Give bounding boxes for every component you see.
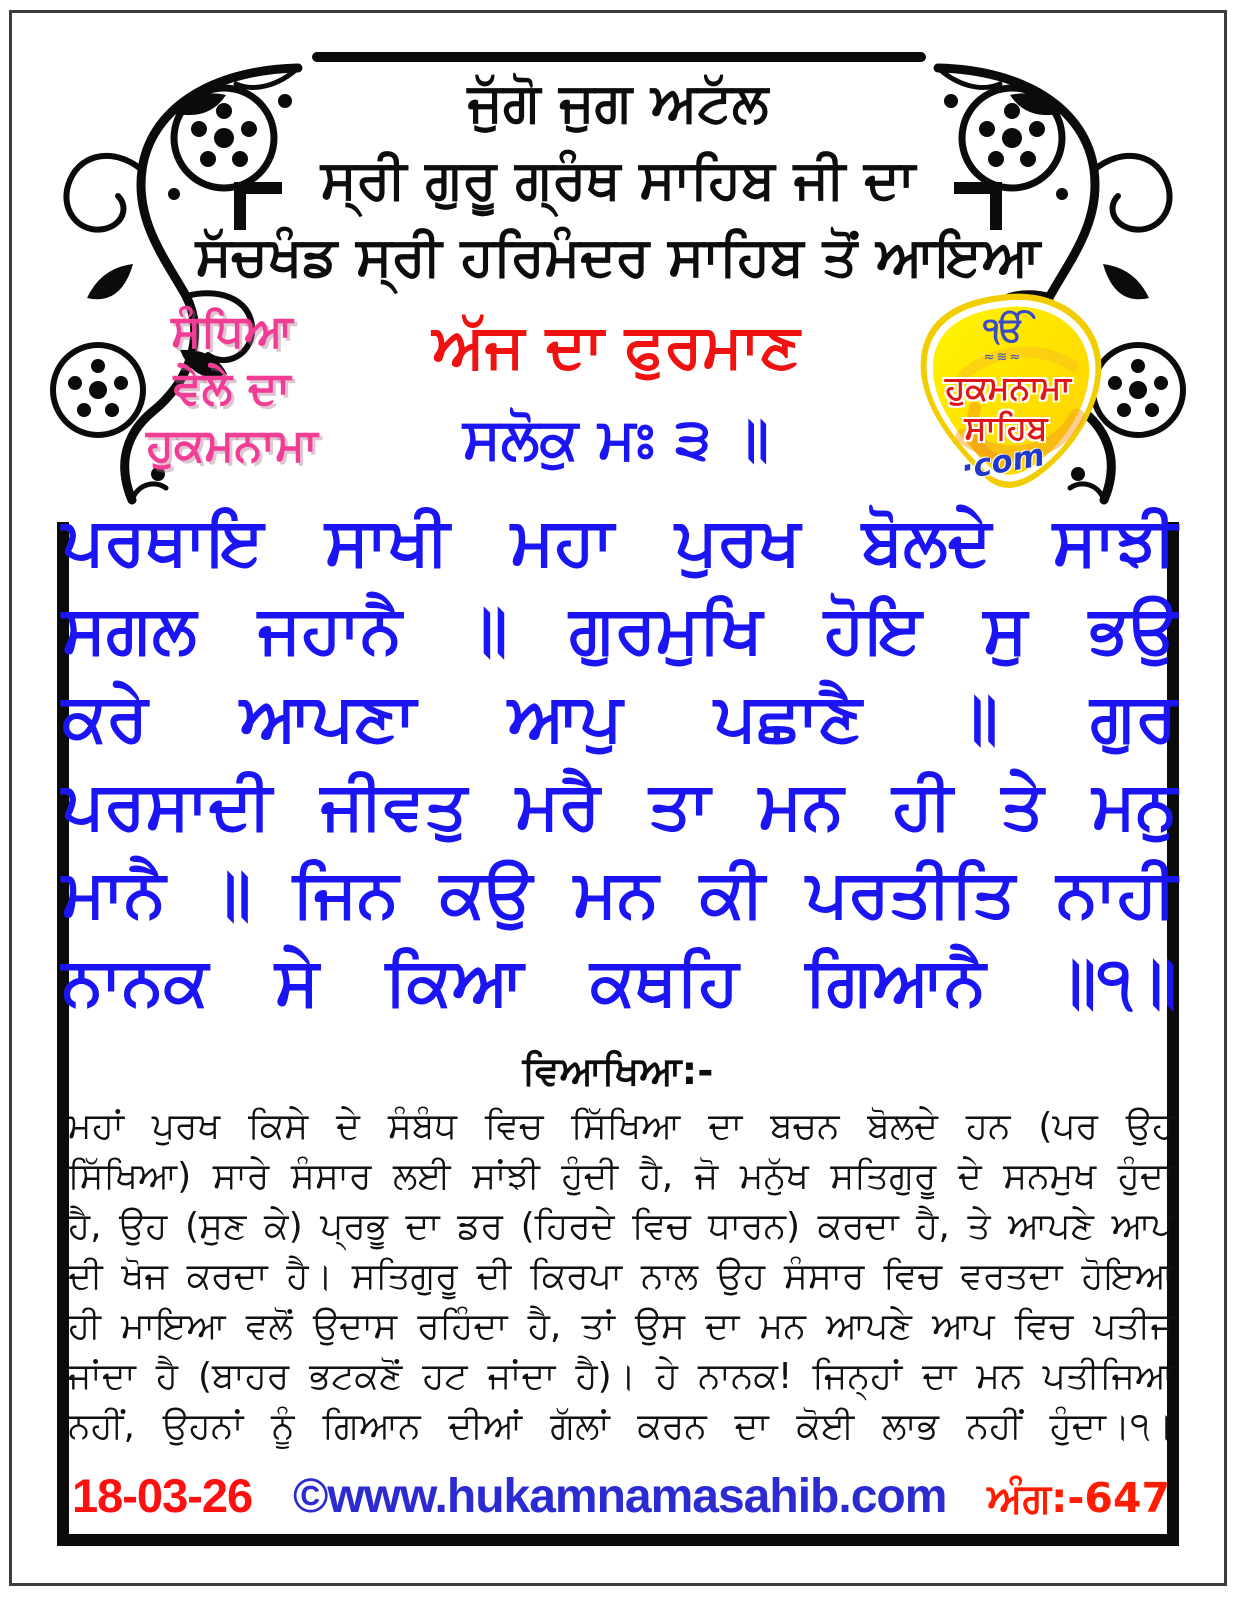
shabad-line: ਕਰੇ ਆਪਣਾ ਆਪੁ ਪਛਾਣੈ ॥ ਗੁਰ xyxy=(62,679,1177,756)
ang-page-label: ਅੰਗ:-647 xyxy=(987,1474,1170,1522)
logo-text-sahib: ਸਾਹਿਬ xyxy=(964,408,1048,447)
explanation-line: ਸਿੱਖਿਆ) ਸਾਰੇ ਸੰਸਾਰ ਲਈ ਸਾਂਝੀ ਹੁੰਦੀ ਹੈ, ਜੋ ਮਨੁੱਖ ਸਤਿਗੁਰੂ ਦੇ ਸਨਮੁਖ ਹੁੰਦਾ xyxy=(68,1156,1174,1197)
explanation-line: ਹੀ ਮਾਇਆ ਵਲੋਂ ਉਦਾਸ ਰਹਿੰਦਾ ਹੈ, ਤਾਂ ਉਸ ਦਾ ਮਨ ਆਪਣੇ ਆਪ ਵਿਚ ਪਤੀਜ xyxy=(68,1306,1174,1347)
logo-text-hukamnama: ਹੁਕਮਨਾਮਾ xyxy=(945,368,1071,407)
evening-label-line: ਵੇਲੇ ਦਾ xyxy=(173,361,291,414)
explanation-line: ਹੈ, ਉਹ (ਸੁਣ ਕੇ) ਪ੍ਰਭੂ ਦਾ ਡਰ (ਹਿਰਦੇ ਵਿਚ ਧਾਰਨ) ਕਰਦਾ ਹੈ, ਤੇ ਆਪਣੇ ਆਪ xyxy=(68,1206,1174,1247)
explanation-line: ਦੀ ਖੋਜ ਕਰਦਾ ਹੈ। ਸਤਿਗੁਰੂ ਦੀ ਕਿਰਪਾ ਨਾਲ ਉਹ ਸੰਸਾਰ ਵਿਚ ਵਰਤਦਾ ਹੋਇਆ xyxy=(68,1256,1174,1297)
khanda-ornament: ≈≋≈ xyxy=(983,350,1023,365)
evening-hukamnama-label xyxy=(112,302,352,473)
header-line-1: ਜੁੱਗੋ ਜੁਗ ਅਟੱਲ xyxy=(467,71,769,134)
date-label: 18-03-26 xyxy=(72,1469,253,1522)
shabad-line: ਨਾਨਕ ਸੇ ਕਿਆ ਕਥਹਿ ਗਿਆਨੈ ॥੧॥ xyxy=(62,943,1177,1020)
shabad-line: ਪਰਸਾਦੀ ਜੀਵਤੁ ਮਰੈ ਤਾ ਮਨ ਹੀ ਤੇ ਮਨੁ xyxy=(62,767,1177,844)
frame-top-bar xyxy=(312,52,926,62)
logo-text-com: ·com xyxy=(958,437,1048,488)
header-line-3: ਸੱਚਖੰਡ ਸ੍ਰੀ ਹਰਿਮੰਦਰ ਸਾਹਿਬ ਤੋਂ ਆਇਆ xyxy=(195,225,1041,288)
evening-label-line: ਹੁਕਮਨਾਮਾ xyxy=(146,418,318,471)
todays-furmaan-title: ਅੱਜ ਦਾ ਫੁਰਮਾਣ xyxy=(432,311,800,382)
shabad-line: ਮਾਨੈ ॥ ਜਿਨ ਕਉ ਮਨ ਕੀ ਪਰਤੀਤਿ ਨਾਹੀ xyxy=(62,855,1177,932)
ik-onkar-symbol: ੴ xyxy=(983,310,1025,350)
shabad-line: ਸਗਲ ਜਹਾਨੈ ॥ ਗੁਰਮੁਖਿ ਹੋਇ ਸੁ ਭਉ xyxy=(62,591,1177,668)
header-line-2: ਸ੍ਰੀ ਗੁਰੂ ਗ੍ਰੰਥ ਸਾਹਿਬ ਜੀ ਦਾ xyxy=(320,148,916,211)
frame-bottom-bar xyxy=(57,1534,1179,1546)
explanation-line: ਮਹਾਂ ਪੁਰਖ ਕਿਸੇ ਦੇ ਸੰਬੰਧ ਵਿਚ ਸਿੱਖਿਆ ਦਾ ਬਚਨ ਬੋਲਦੇ ਹਨ (ਪਰ ਉਹ xyxy=(68,1106,1174,1147)
evening-label-line: ਸੰਧਿਆ xyxy=(171,304,293,357)
header-block xyxy=(110,64,1126,295)
explanation-line: ਨਹੀਂ, ਉਹਨਾਂ ਨੂੰ ਗਿਆਨ ਦੀਆਂ ਗੱਲਾਂ ਕਰਨ ਦਾ ਕੋਈ ਲਾਭ ਨਹੀਂ ਹੁੰਦਾ।੧। xyxy=(68,1406,1174,1447)
site-logo xyxy=(905,288,1117,494)
website-label: ©www.hukamnamasahib.com xyxy=(292,1470,947,1523)
shabad-line: ਪਰਥਾਇ ਸਾਖੀ ਮਹਾ ਪੁਰਖ ਬੋਲਦੇ ਸਾਝੀ xyxy=(62,503,1177,580)
explanation-heading: ਵਿਆਖਿਆ:- xyxy=(522,1049,714,1094)
explanation-line: ਜਾਂਦਾ ਹੈ (ਬਾਹਰ ਭਟਕਣੋਂ ਹਟ ਜਾਂਦਾ ਹੈ)। ਹੇ ਨਾਨਕ! ਜਿਨ੍ਹਾਂ ਦਾ ਮਨ ਪਤੀਜਿਆ xyxy=(68,1356,1174,1397)
salok-heading: ਸਲੋਕੁ ਮਃ ੩ ॥ xyxy=(462,406,770,472)
shabad-text xyxy=(62,498,1177,1026)
explanation-text xyxy=(68,1102,1174,1452)
footer xyxy=(72,1468,1170,1524)
